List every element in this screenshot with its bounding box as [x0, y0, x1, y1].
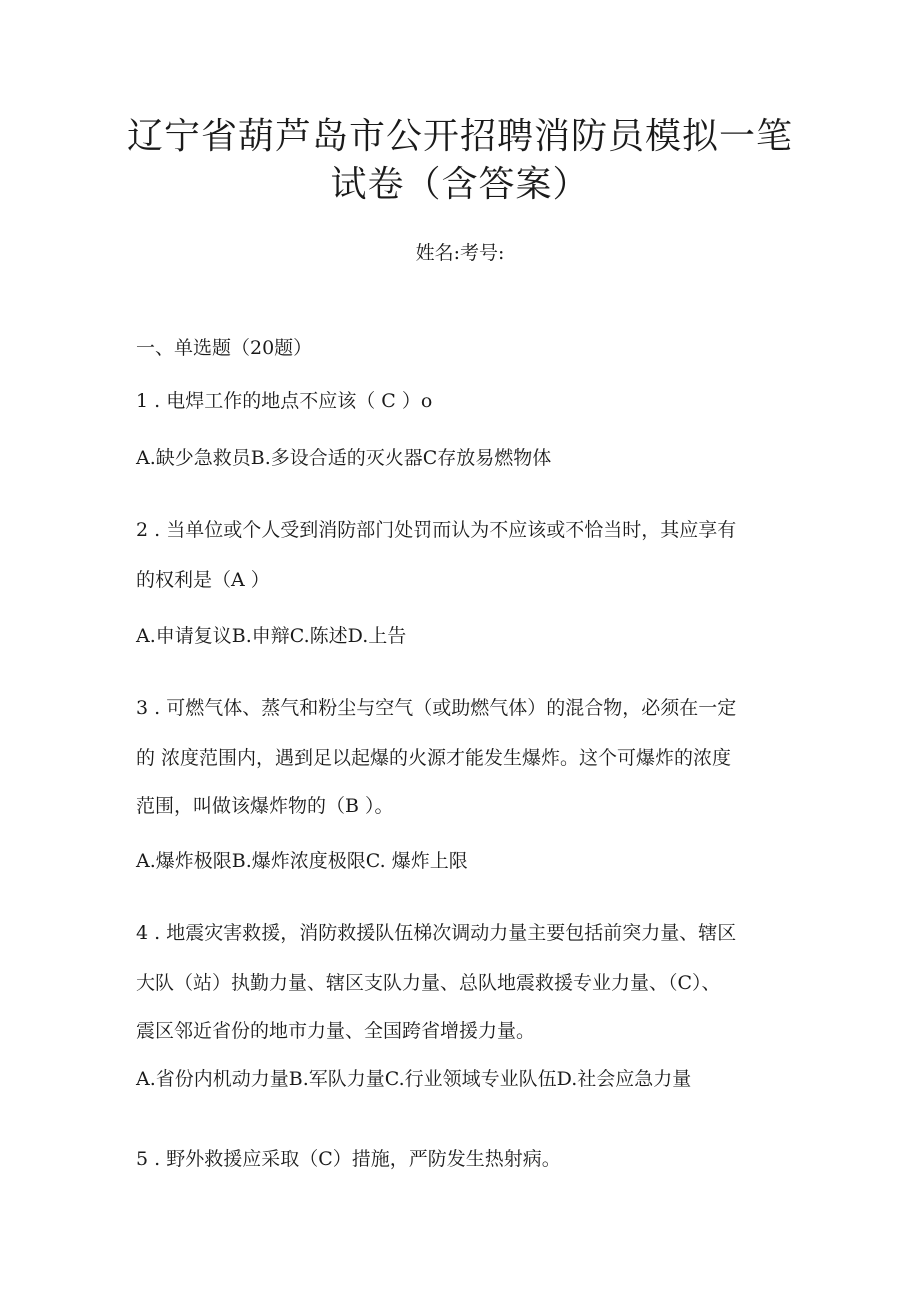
question-1-text: 1 . 电焊工作的地点不应该（ C ）o — [136, 390, 433, 412]
question-4-text-line-1: 4 . 地震灾害救援，消防救援队伍梯次调动力量主要包括前突力量、辖区 — [136, 922, 737, 944]
question-3-text-line-1: 3 . 可燃气体、蒸气和粉尘与空气（或助燃气体）的混合物，必须在一定 — [136, 697, 737, 719]
question-2-text-line-2: 的权利是（A ） — [136, 569, 270, 591]
question-2-options: A.申请复议B.申辩C.陈述D.上告 — [136, 625, 407, 647]
question-4-text-line-2: 大队（站）执勤力量、辖区支队力量、总队地震救援专业力量、（C）、 — [136, 972, 721, 994]
section-heading: 一、单选题（20题） — [136, 337, 313, 359]
question-4-options: A.省份内机动力量B.军队力量C.行业领域专业队伍D.社会应急力量 — [136, 1068, 692, 1090]
question-2-text-line-1: 2 . 当单位或个人受到消防部门处罚而认为不应该或不恰当时，其应享有 — [136, 519, 737, 541]
document-title-line-1: 辽宁省葫芦岛市公开招聘消防员模拟一笔 — [126, 116, 793, 157]
question-3-text-line-3: 范围，叫做该爆炸物的（B ）。 — [136, 795, 394, 817]
document-title-line-2: 试卷（含答案） — [330, 164, 590, 205]
question-5-text: 5 . 野外救援应采取（C）措施，严防发生热射病。 — [136, 1148, 561, 1170]
question-3-options: A.爆炸极限B.爆炸浓度极限C. 爆炸上限 — [136, 850, 468, 872]
question-4-text-line-3: 震区邻近省份的地市力量、全国跨省增援力量。 — [136, 1020, 536, 1042]
question-1-options: A.缺少急救员B.多设合适的灭火器C存放易燃物体 — [136, 447, 552, 469]
question-3-text-line-2: 的 浓度范围内，遇到足以起爆的火源才能发生爆炸。这个可爆炸的浓度 — [136, 747, 732, 769]
name-exam-number-line: 姓名:考号: — [415, 242, 505, 264]
